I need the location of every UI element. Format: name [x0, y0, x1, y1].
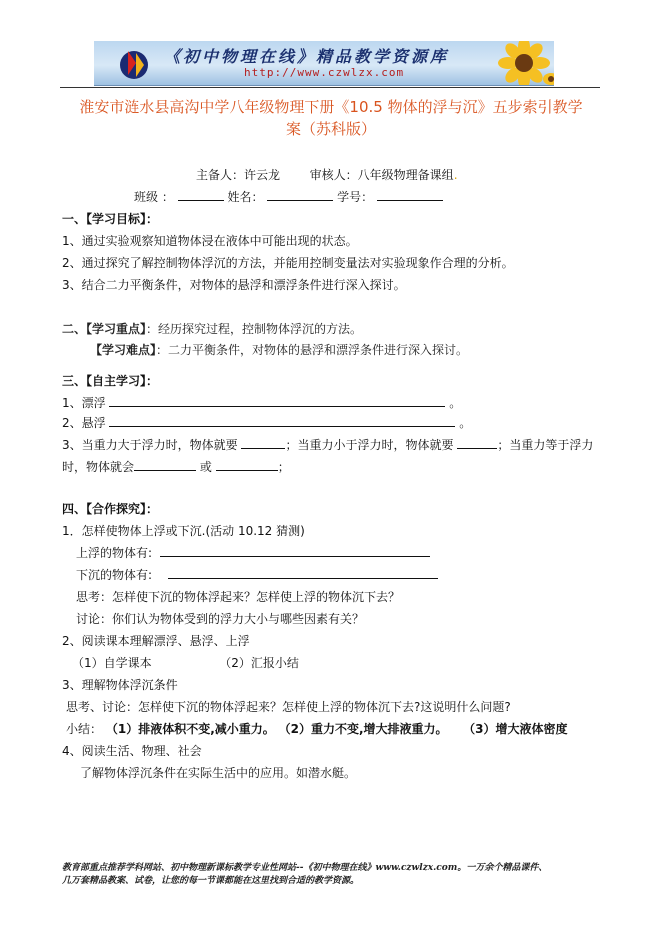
- objective-2: 2、通过探究了解控制物体浮沉的方法，并能用控制变量法对实验现象作合理的分析。: [62, 256, 514, 270]
- id-field[interactable]: [377, 188, 443, 201]
- summary-point-2: （2）重力不变,增大排液重力。: [278, 722, 448, 736]
- footer-line-1: 教育部重点推荐学科网站、初中物理新课标教学专业性网站--《初中物理在线》www.czwlzx.com。一万余个精品课件、: [62, 863, 548, 873]
- section-4-heading: 四、【合作探究】：: [62, 502, 159, 516]
- inquiry-1-discuss: 讨论：你们认为物体受到的浮力大小与哪些因素有关？: [76, 612, 365, 626]
- inquiry-1: 1．怎样使物体上浮或下沉.(活动 10.12 猜测): [62, 524, 305, 538]
- page-footer: [62, 862, 622, 888]
- inquiry-2-options: [72, 654, 299, 672]
- rising-objects-line: 上浮的物体有:: [76, 544, 430, 562]
- document-title: [62, 96, 600, 140]
- rising-objects-field[interactable]: [160, 544, 430, 557]
- class-label: 班级 ：: [134, 190, 174, 204]
- gravity-greater-field[interactable]: [241, 436, 285, 449]
- gravity-less-field[interactable]: [457, 436, 497, 449]
- key-point-line: [62, 320, 362, 338]
- inquiry-1-think: 思考：怎样使下沉的物体浮起来？怎样使上浮的物体沉下去？: [76, 590, 401, 604]
- preparer-line: 主备人：许云龙 审核人：八年级物理备课组.: [196, 168, 458, 182]
- student-info-line: [134, 188, 443, 206]
- self-study-item-3: 3、当重力大于浮力时，物体就要 ；当重力小于浮力时，物体就要 ；当重力等于浮力: [62, 438, 594, 452]
- inquiry-3-think: 思考、讨论：怎样使下沉的物体浮起来？怎样使上浮的物体沉下去?这说明什么问题?: [66, 700, 511, 714]
- difficult-point-label: 【学习难点】: [90, 343, 157, 357]
- name-field[interactable]: [267, 188, 333, 201]
- key-point-text: ：经历探究过程，控制物体浮沉的方法。: [146, 322, 363, 336]
- name-label: 姓名：: [227, 190, 264, 204]
- summary-label: 小结：: [66, 722, 103, 736]
- suspending-answer-field[interactable]: [109, 414, 455, 427]
- banner-title: 《初中物理在线》精品教学资源库: [164, 47, 450, 66]
- inquiry-2-b: （2）汇报小结: [219, 656, 299, 670]
- inquiry-3-summary: [66, 720, 568, 738]
- gravity-equal-field-2[interactable]: [216, 458, 278, 471]
- inquiry-2: 2、阅读课本理解漂浮、悬浮、上浮: [62, 634, 250, 648]
- summary-point-3: （3）增大液体密度: [463, 722, 568, 736]
- inquiry-2-a: （1）自学课本: [72, 656, 152, 670]
- id-label: 学号：: [337, 190, 374, 204]
- reviewer: 审核人：八年级物理备课组: [309, 168, 454, 182]
- class-field[interactable]: [178, 188, 224, 201]
- title-line-1: 淮安市涟水县高沟中学八年级物理下册《10.5 物体的浮与沉》五步索引教学: [79, 98, 583, 116]
- title-line-2: 案（苏科版）: [285, 120, 376, 138]
- preparer: 主备人：许云龙: [196, 168, 281, 182]
- objective-1: 1、通过实验观察知道物体浸在液体中可能出现的状态。: [62, 234, 358, 248]
- key-point-label: 二、【学习重点】: [62, 322, 147, 336]
- site-logo-icon: [114, 43, 154, 83]
- difficult-point-line: [90, 341, 468, 359]
- section-3-heading: 三、【自主学习】：: [62, 374, 159, 388]
- self-study-item-1: 1、漂浮 。: [62, 396, 462, 410]
- inquiry-4-text: 了解物体浮沉条件在实际生活中的应用。如潜水艇。: [80, 766, 357, 780]
- gravity-equal-field-1[interactable]: [134, 458, 196, 471]
- footer-line-2: 几万套精品教案、试卷，让您的每一节课都能在这里找到合适的教学资源。: [62, 876, 360, 886]
- sinking-objects-field[interactable]: [168, 566, 438, 579]
- sinking-objects-line: 下沉的物体有:: [76, 566, 438, 584]
- section-1-heading: 一、【学习目标】：: [62, 212, 159, 226]
- floating-answer-field[interactable]: [109, 394, 445, 407]
- inquiry-4: 4、阅读生活、物理、社会: [62, 744, 202, 758]
- header-divider: [60, 87, 600, 88]
- self-study-item-2: 2、悬浮 。: [62, 416, 472, 430]
- sunflower-icon: [489, 41, 554, 86]
- difficult-point-text: ：二力平衡条件，对物体的悬浮和漂浮条件进行深入探讨。: [156, 343, 469, 357]
- banner-url[interactable]: http://www.czwlzx.com: [244, 66, 405, 79]
- summary-point-1: （1）排液体积不变,减小重力。: [105, 722, 275, 736]
- objective-3: 3、结合二力平衡条件，对物体的悬浮和漂浮条件进行深入探讨。: [62, 278, 406, 292]
- self-study-item-3-cont: 时，物体就会 或 ；: [62, 460, 290, 474]
- inquiry-3: 3、理解物体浮沉条件: [62, 678, 178, 692]
- header-banner: [94, 41, 554, 86]
